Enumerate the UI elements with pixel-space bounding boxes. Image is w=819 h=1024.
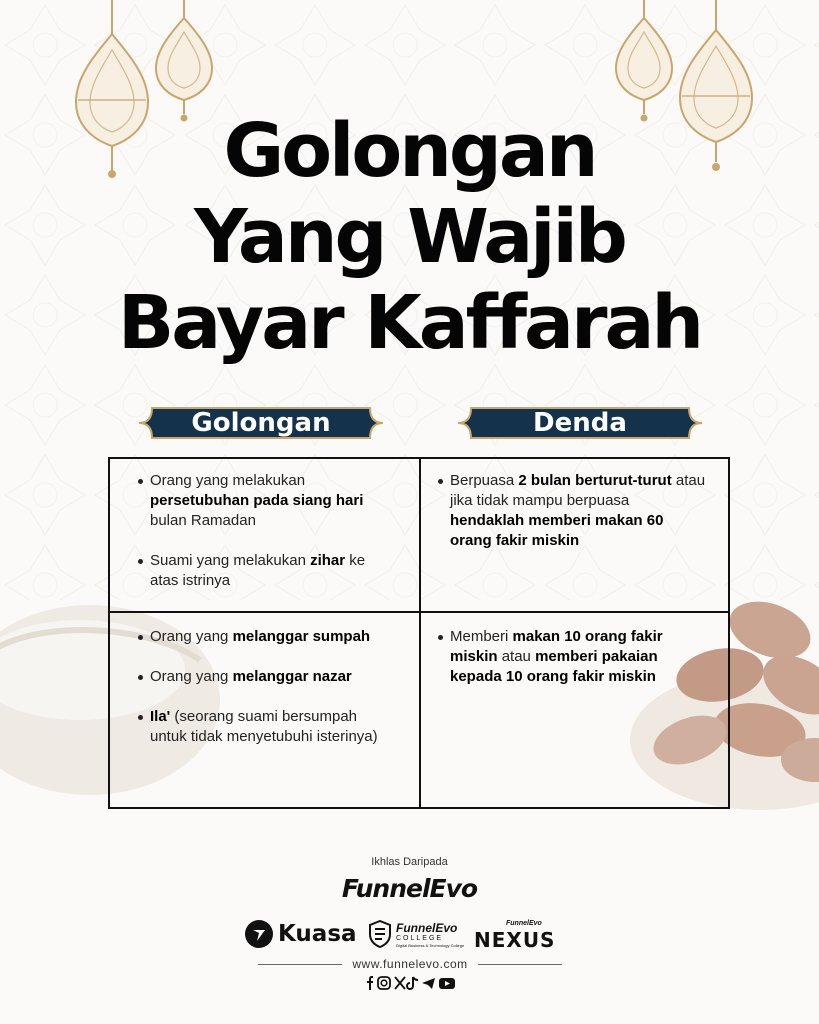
cell-row2-golongan	[136, 627, 396, 767]
funnelevo-college-logo	[369, 918, 465, 952]
table-column-divider	[419, 457, 421, 809]
header-golongan	[138, 404, 384, 442]
nexus-label: NEXUS	[474, 928, 556, 952]
college-tagline: Digital Business & Technology College	[396, 943, 465, 948]
header-golongan-label: Golongan	[191, 408, 331, 438]
nexus-small-label: FunnelEvo	[506, 920, 542, 927]
nexus-logo	[474, 918, 574, 952]
college-name: FunnelEvo	[396, 921, 458, 935]
telegram-icon[interactable]	[422, 978, 435, 989]
lantern-left-small-icon	[152, 0, 216, 124]
social-icons	[363, 975, 457, 991]
title-line-3: Bayar Kaffarah	[117, 280, 702, 366]
title-line-1: Golongan	[223, 108, 596, 194]
kuasa-icon	[245, 920, 273, 948]
list-item: Suami yang melakukan zihar ke atas istrinya	[136, 551, 396, 591]
table-border-right	[728, 457, 730, 809]
x-icon[interactable]	[395, 977, 405, 989]
title-line-2: Yang Wajib	[194, 194, 625, 280]
list-item: Orang yang melanggar nazar	[136, 667, 396, 687]
website-link[interactable]: www.funnelevo.com	[352, 957, 468, 971]
cell-row1-golongan	[136, 471, 396, 611]
youtube-icon[interactable]	[439, 978, 455, 989]
tiktok-icon[interactable]	[407, 977, 418, 989]
list-item: Orang yang melakukan persetubuhan pada siang hari bulan Ramadan	[136, 471, 396, 531]
divider-left	[258, 964, 342, 965]
header-denda-label: Denda	[533, 408, 627, 438]
lantern-right-small-icon	[612, 0, 676, 124]
kaffarah-table	[108, 457, 730, 809]
website-row	[258, 955, 562, 973]
list-item: Berpuasa 2 bulan berturut-turut atau jika tidak mampu berpuasa hendaklah memberi makan 60 orang fakir miskin	[436, 471, 706, 551]
list-item: Memberi makan 10 orang fakir miskin atau memberi pakaian kepada 10 orang fakir miskin	[436, 627, 696, 687]
divider-right	[478, 964, 562, 965]
ikhlas-daripada-text: Ikhlas Daripada	[371, 856, 448, 868]
list-item: Orang yang melanggar sumpah	[136, 627, 396, 647]
shield-icon	[369, 920, 391, 948]
instagram-icon[interactable]	[378, 977, 390, 989]
college-sub: COLLEGE	[396, 935, 444, 942]
partner-brands	[0, 918, 819, 952]
table-border-left	[108, 457, 110, 809]
facebook-icon[interactable]	[367, 976, 373, 990]
funnelevo-logo: FunnelEvo	[341, 874, 478, 903]
cell-row2-denda	[436, 627, 696, 707]
kuasa-label: Kuasa	[278, 921, 357, 947]
cell-row1-denda	[436, 471, 706, 571]
page-title	[0, 108, 819, 366]
header-denda	[457, 404, 703, 442]
list-item: Ila' (seorang suami bersumpah untuk tidak menyetubuhi isterinya)	[136, 707, 396, 747]
